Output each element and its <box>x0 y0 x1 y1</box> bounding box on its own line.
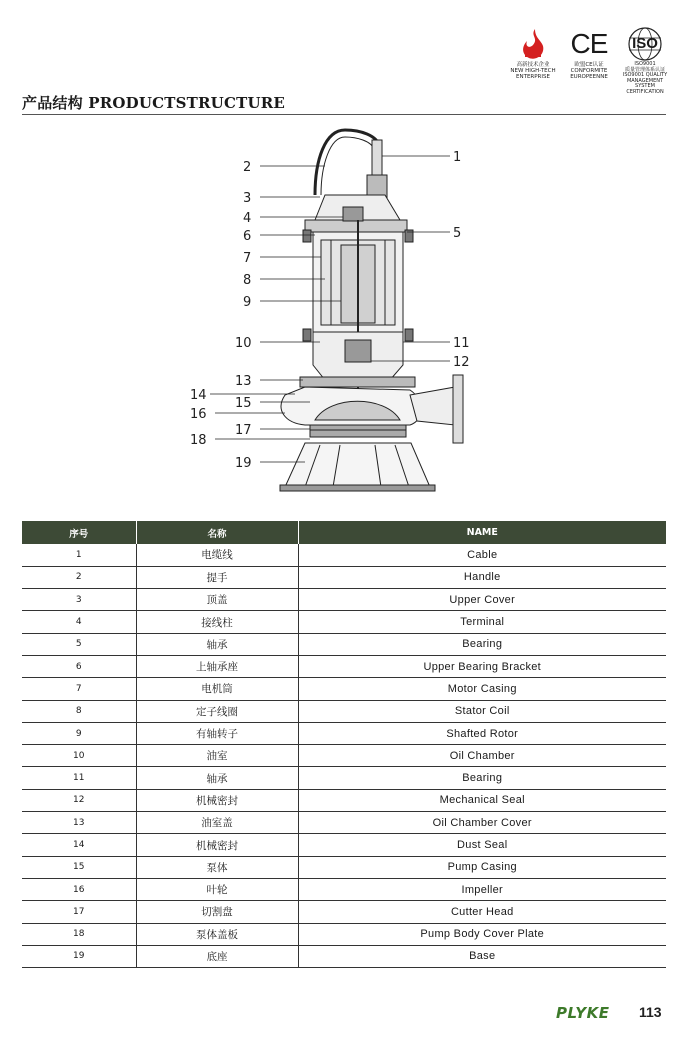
outlet-pipe-part <box>410 387 455 425</box>
row-serial: 6 <box>22 655 136 677</box>
row-serial: 12 <box>22 789 136 811</box>
table-row <box>22 856 666 878</box>
row-name-cn: 电机筒 <box>136 678 298 700</box>
row-name-en: Shafted Rotor <box>298 722 666 744</box>
hightech-flame-icon <box>515 26 551 62</box>
header-name-en: NAME <box>298 521 666 544</box>
row-name-cn: 机械密封 <box>136 834 298 856</box>
row-name-en: Cutter Head <box>298 901 666 923</box>
callout-6: 6 <box>243 229 252 244</box>
table-row <box>22 901 666 923</box>
table-row <box>22 745 666 767</box>
row-name-en: Upper Bearing Bracket <box>298 655 666 677</box>
callout-11: 11 <box>453 336 470 351</box>
ce-mark-icon: CE <box>570 28 608 59</box>
row-name-cn: 叶轮 <box>136 878 298 900</box>
row-name-cn: 定子线圈 <box>136 700 298 722</box>
table-row <box>22 678 666 700</box>
page-number: 113 <box>639 1004 662 1020</box>
row-serial: 14 <box>22 834 136 856</box>
row-name-en: Terminal <box>298 611 666 633</box>
row-serial: 11 <box>22 767 136 789</box>
callout-12: 12 <box>453 355 470 370</box>
table-row <box>22 700 666 722</box>
table-header-row <box>22 521 666 544</box>
header-serial: 序号 <box>22 521 136 544</box>
table-row <box>22 789 666 811</box>
row-name-en: Oil Chamber <box>298 745 666 767</box>
row-serial: 10 <box>22 745 136 767</box>
pump-structure-diagram <box>185 125 485 500</box>
row-name-en: Upper Cover <box>298 589 666 611</box>
row-name-cn: 接线柱 <box>136 611 298 633</box>
table-row <box>22 544 666 566</box>
row-serial: 7 <box>22 678 136 700</box>
table-body <box>22 544 666 968</box>
row-name-cn: 轴承 <box>136 767 298 789</box>
row-serial: 1 <box>22 544 136 566</box>
row-serial: 2 <box>22 566 136 588</box>
row-serial: 19 <box>22 945 136 967</box>
table-row <box>22 945 666 967</box>
table-row <box>22 878 666 900</box>
brand-logo: PLYKE <box>556 1004 610 1022</box>
callout-1: 1 <box>453 150 462 165</box>
callout-5: 5 <box>453 226 462 241</box>
row-name-en: Motor Casing <box>298 678 666 700</box>
row-serial: 8 <box>22 700 136 722</box>
table-row <box>22 633 666 655</box>
callout-15: 15 <box>235 396 252 411</box>
table-row <box>22 834 666 856</box>
row-name-cn: 油室 <box>136 745 298 767</box>
row-name-cn: 切割盘 <box>136 901 298 923</box>
table-row <box>22 566 666 588</box>
row-name-en: Bearing <box>298 767 666 789</box>
callout-2: 2 <box>243 160 252 175</box>
row-name-en: Oil Chamber Cover <box>298 812 666 834</box>
row-name-en: Bearing <box>298 633 666 655</box>
ce-logo: CE 欧盟CE认证 CONFORMITE EUROPEENNE <box>561 26 617 81</box>
table-row <box>22 655 666 677</box>
callout-14: 14 <box>190 388 207 403</box>
table-row <box>22 812 666 834</box>
row-serial: 18 <box>22 923 136 945</box>
table-row <box>22 923 666 945</box>
mechanical-seal-part <box>345 340 371 362</box>
row-name-cn: 轴承 <box>136 633 298 655</box>
row-name-cn: 泵体 <box>136 856 298 878</box>
section-title: 产品结构 PRODUCTSTRUCTURE <box>22 94 286 112</box>
callout-17: 17 <box>235 423 252 438</box>
callout-8: 8 <box>243 273 252 288</box>
callout-3: 3 <box>243 191 252 206</box>
callout-19: 19 <box>235 456 252 471</box>
row-name-en: Base <box>298 945 666 967</box>
row-serial: 17 <box>22 901 136 923</box>
row-serial: 13 <box>22 812 136 834</box>
row-name-cn: 提手 <box>136 566 298 588</box>
header-divider <box>22 114 666 115</box>
base-part <box>285 443 430 487</box>
row-name-cn: 油室盖 <box>136 812 298 834</box>
certification-logos <box>505 26 675 94</box>
row-name-en: Cable <box>298 544 666 566</box>
hightech-logo: 高新技术企业 NEW HIGH-TECH ENTERPRISE <box>505 26 561 81</box>
callout-10: 10 <box>235 336 252 351</box>
row-name-cn: 泵体盖板 <box>136 923 298 945</box>
row-name-en: Mechanical Seal <box>298 789 666 811</box>
header-name-cn: 名称 <box>136 521 298 544</box>
table-row <box>22 589 666 611</box>
callout-18: 18 <box>190 433 207 448</box>
table-row <box>22 767 666 789</box>
callout-7: 7 <box>243 251 252 266</box>
page-header <box>22 92 666 116</box>
row-serial: 9 <box>22 722 136 744</box>
row-serial: 16 <box>22 878 136 900</box>
terminal-part <box>343 207 363 221</box>
row-serial: 15 <box>22 856 136 878</box>
row-name-en: Pump Body Cover Plate <box>298 923 666 945</box>
row-name-cn: 机械密封 <box>136 789 298 811</box>
callout-13: 13 <box>235 374 252 389</box>
row-name-cn: 电缆线 <box>136 544 298 566</box>
callout-9: 9 <box>243 295 252 310</box>
row-name-cn: 底座 <box>136 945 298 967</box>
row-name-cn: 有轴转子 <box>136 722 298 744</box>
row-serial: 5 <box>22 633 136 655</box>
table-row <box>22 611 666 633</box>
callout-4: 4 <box>243 211 252 226</box>
parts-table <box>22 521 666 968</box>
row-name-en: Impeller <box>298 878 666 900</box>
table-row <box>22 722 666 744</box>
callout-16: 16 <box>190 407 207 422</box>
iso-logo: ISO ISO9001 质量管理体系认证 ISO9001 QUALITY MANAGEMENT SYSTEM CERTIFICATION <box>617 26 673 96</box>
row-name-cn: 上轴承座 <box>136 655 298 677</box>
cutter-head-part <box>310 425 406 437</box>
row-name-cn: 顶盖 <box>136 589 298 611</box>
oil-chamber-cover-part <box>300 377 415 387</box>
row-name-en: Dust Seal <box>298 834 666 856</box>
row-name-en: Pump Casing <box>298 856 666 878</box>
row-serial: 4 <box>22 611 136 633</box>
row-serial: 3 <box>22 589 136 611</box>
row-name-en: Stator Coil <box>298 700 666 722</box>
row-name-en: Handle <box>298 566 666 588</box>
